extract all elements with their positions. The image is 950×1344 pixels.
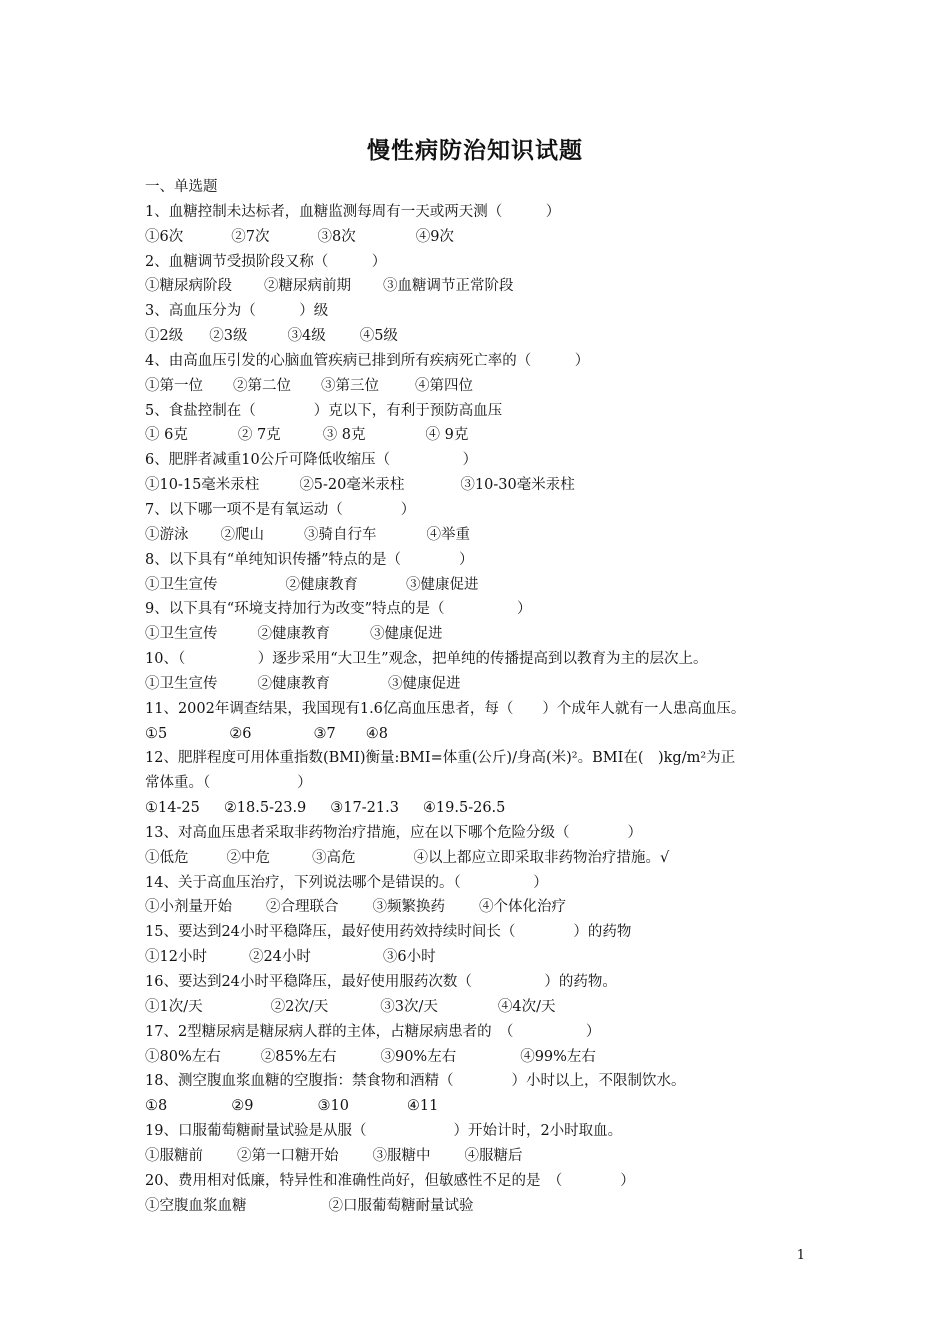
answer-option: ①8 xyxy=(145,1098,168,1115)
answer-options xyxy=(145,1194,810,1219)
answer-option: ①卫生宣传 xyxy=(145,675,218,692)
answer-option: ③健康促进 xyxy=(370,626,443,643)
question-text-continued: 常体重。（ ） xyxy=(145,775,312,792)
answer-option: ①空腹血浆血糖 xyxy=(145,1197,247,1214)
question-list xyxy=(145,175,810,1218)
question-text: 14、关于高血压治疗，下列说法哪个是错误的。（ ） xyxy=(145,874,548,891)
answer-option: ③7 xyxy=(313,725,336,742)
answer-option: ②5-20毫米汞柱 xyxy=(299,477,405,494)
question-text: 9、以下具有“环境支持加行为改变”特点的是（ ） xyxy=(145,601,532,618)
answer-option: ③服糖中 xyxy=(372,1147,431,1164)
answer-options xyxy=(145,423,810,448)
question-text: 12、肥胖程度可用体重指数(BMI)衡量:BMI=体重(公斤)/身高(米)²。BMI在( )kg/m²为正 xyxy=(145,750,736,767)
answer-option: ①14-25 xyxy=(145,800,200,817)
answer-option: ③血糖调节正常阶段 xyxy=(383,278,514,295)
answer-option: ③17-21.3 xyxy=(330,800,399,817)
answer-option: ①糖尿病阶段 xyxy=(145,278,232,295)
answer-option: ③10-30毫米汞柱 xyxy=(460,477,575,494)
answer-option: ④99%左右 xyxy=(520,1048,596,1065)
answer-options xyxy=(145,473,810,498)
answer-options xyxy=(145,1094,810,1119)
answer-option: ①卫生宣传 xyxy=(145,626,218,643)
answer-option: ②健康教育 xyxy=(257,675,330,692)
answer-option: ②3级 xyxy=(209,328,248,345)
answer-options xyxy=(145,523,810,548)
answer-options xyxy=(145,1045,810,1070)
answer-option: ②健康教育 xyxy=(285,576,358,593)
answer-option: ③健康促进 xyxy=(388,675,461,692)
answer-option: ②第一口糖开始 xyxy=(237,1147,339,1164)
answer-option: ②6 xyxy=(229,725,252,742)
answer-option: ④9次 xyxy=(415,228,454,245)
question-text: 3、高血压分为（ ）级 xyxy=(145,303,329,320)
question-text: 17、2型糖尿病是糖尿病人群的主体，占糖尿病患者的 （ ） xyxy=(145,1023,601,1040)
question-text: 2、血糖调节受损阶段又称（ ） xyxy=(145,253,387,270)
answer-option: ②第二位 xyxy=(233,377,291,394)
answer-options xyxy=(145,1144,810,1169)
answer-options xyxy=(145,573,810,598)
answer-options xyxy=(145,274,810,299)
answer-option: ①2级 xyxy=(145,328,184,345)
answer-option: ①80%左右 xyxy=(145,1048,221,1065)
answer-option: ② 7克 xyxy=(237,427,281,444)
question-text: 19、口服葡萄糖耐量试验是从服（ ）开始计时，2小时取血。 xyxy=(145,1123,623,1140)
answer-option: ③高危 xyxy=(312,849,356,866)
page-number: 1 xyxy=(796,1248,805,1263)
answer-option: ②9 xyxy=(231,1098,254,1115)
answer-option: ①1次/天 xyxy=(145,998,203,1015)
answer-option: ①10-15毫米汞柱 xyxy=(145,477,260,494)
answer-option: ②口服葡萄糖耐量试验 xyxy=(328,1197,474,1214)
answer-option: ④19.5-26.5 xyxy=(422,800,506,817)
answer-option: ②18.5-23.9 xyxy=(223,800,307,817)
answer-option: ③8次 xyxy=(317,228,356,245)
answer-option: ①低危 xyxy=(145,849,189,866)
answer-option: ②爬山 xyxy=(220,526,264,543)
answer-options xyxy=(145,895,810,920)
answer-options xyxy=(145,995,810,1020)
answer-option: ①6次 xyxy=(145,228,184,245)
answer-option: ③90%左右 xyxy=(380,1048,457,1065)
question-text: 1、血糖控制未达标者，血糖监测每周有一天或两天测（ ） xyxy=(145,203,561,220)
answer-option: ②合理联合 xyxy=(266,899,339,916)
question-text: 18、测空腹血浆血糖的空腹指：禁食物和酒精（ ）小时以上，不限制饮水。 xyxy=(145,1073,686,1090)
answer-options xyxy=(145,225,810,250)
question-text: 16、要达到24小时平稳降压，最好使用服药次数（ ）的药物。 xyxy=(145,974,617,990)
answer-options xyxy=(145,324,810,349)
question-text: 10、（ ）逐步采用“大卫生”观念，把单纯的传播提高到以教育为主的层次上。 xyxy=(145,651,708,668)
question-text: 7、以下哪一项不是有氧运动（ ） xyxy=(145,501,416,518)
answer-option: ③频繁换药 xyxy=(372,899,445,916)
answer-option: ④第四位 xyxy=(415,377,473,394)
answer-option: ①小剂量开始 xyxy=(145,899,232,916)
answer-option: ④个体化治疗 xyxy=(479,899,566,916)
answer-option: ①卫生宣传 xyxy=(145,576,218,593)
answer-option: ④举重 xyxy=(426,526,470,543)
answer-option: ②7次 xyxy=(231,228,270,245)
answer-option: ③4级 xyxy=(287,328,326,345)
answer-option: ①第一位 xyxy=(145,377,203,394)
question-text: 4、由高血压引发的心脑血管疾病已排到所有疾病死亡率的（ ） xyxy=(145,352,590,369)
answer-options xyxy=(145,672,810,697)
answer-option: ③6小时 xyxy=(382,949,436,966)
answer-option: ④4次/天 xyxy=(497,998,556,1015)
answer-options xyxy=(145,374,810,399)
question-text: 20、费用相对低廉，特异性和准确性尚好，但敏感性不足的是 （ ） xyxy=(145,1172,635,1189)
answer-options xyxy=(145,622,810,647)
answer-option: ②中危 xyxy=(226,849,270,866)
answer-option: ②健康教育 xyxy=(257,626,330,643)
answer-option: ③10 xyxy=(317,1098,349,1115)
question-text: 5、食盐控制在（ ）克以下，有利于预防高血压 xyxy=(145,402,503,419)
answer-option: ③ 8克 xyxy=(322,427,366,444)
question-text: 8、以下具有“单纯知识传播”特点的是（ ） xyxy=(145,551,474,568)
answer-option: ①12小时 xyxy=(145,949,207,966)
answer-option: ④服糖后 xyxy=(464,1147,523,1164)
question-text: 6、肥胖者减重10公斤可降低收缩压（ ） xyxy=(145,452,478,469)
page-title: 慢性病防治知识试题 xyxy=(367,138,583,164)
section-heading: 一、单选题 xyxy=(145,179,218,195)
answer-option: ④ 9克 xyxy=(425,427,469,444)
answer-option: ③骑自行车 xyxy=(304,526,377,543)
answer-option: ②糖尿病前期 xyxy=(264,278,351,295)
answer-option: ④8 xyxy=(365,725,388,742)
answer-option: ③健康促进 xyxy=(406,576,479,593)
answer-options xyxy=(145,722,810,747)
question-text: 15、要达到24小时平稳降压，最好使用药效持续时间长（ ）的药物 xyxy=(145,924,632,941)
answer-option: ③第三位 xyxy=(321,377,379,394)
question-text: 13、对高血压患者采取非药物治疗措施，应在以下哪个危险分级（ ） xyxy=(145,824,642,841)
answer-options xyxy=(145,945,810,970)
answer-options xyxy=(145,796,810,821)
answer-option: ④以上都应立即采取非药物治疗措施。√ xyxy=(413,849,670,866)
answer-options xyxy=(145,846,810,871)
answer-option: ③3次/天 xyxy=(380,998,438,1015)
answer-option: ① 6克 xyxy=(145,427,188,444)
answer-option: ②2次/天 xyxy=(270,998,329,1015)
answer-option: ②24小时 xyxy=(248,949,311,966)
answer-option: ④11 xyxy=(406,1098,439,1115)
question-text: 11、2002年调查结果，我国现有1.6亿高血压患者，每（ ）个成年人就有一人患高血压。 xyxy=(145,700,746,717)
answer-option: ②85%左右 xyxy=(260,1048,337,1065)
answer-option: ④5级 xyxy=(359,328,398,345)
answer-option: ①游泳 xyxy=(145,526,189,543)
answer-option: ①服糖前 xyxy=(145,1147,203,1164)
answer-option: ①5 xyxy=(145,725,168,742)
